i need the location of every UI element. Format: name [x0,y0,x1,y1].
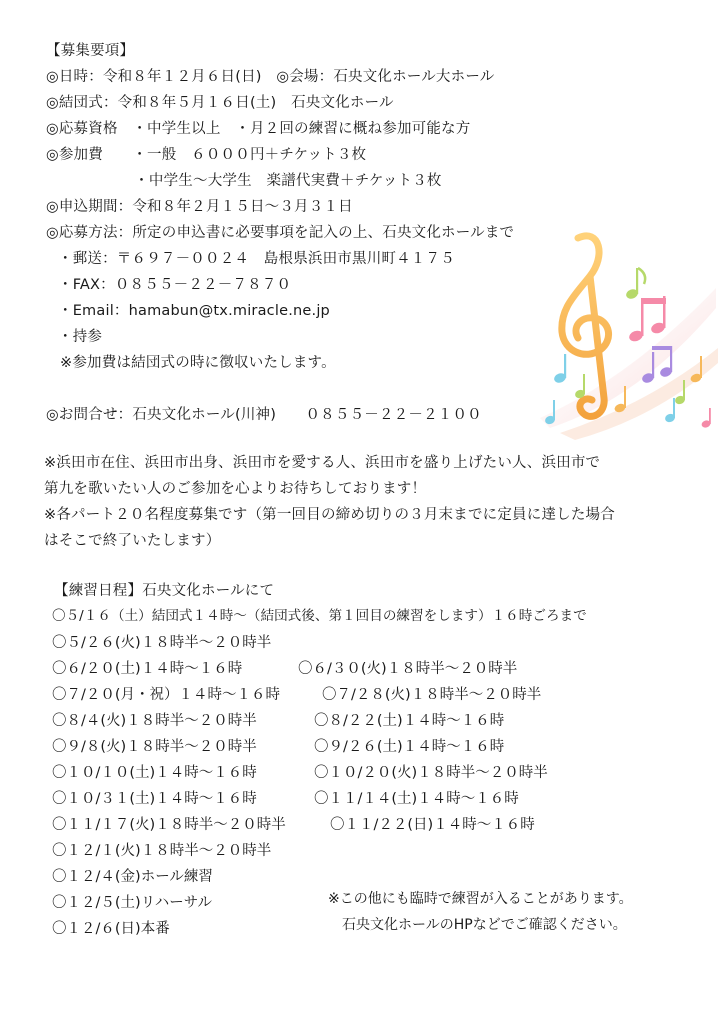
practice-row-8-right: 〇１１/１４(土)１４時～１６時 [314,791,519,807]
eligibility-line: ◎応募資格 ・中学生以上 ・月２回の練習に概ね参加可能な方 [46,121,471,137]
music-notes-illustration-icon [520,228,720,448]
practice-row-7-left: 〇１０/１０(土)１４時～１６時 [52,765,257,781]
practice-row-1: 〇５/１６（土）結団式１４時～（結団式後、第１回目の練習をします）１６時ごろまで [52,608,587,624]
application-period-line: ◎申込期間：令和８年２月１５日～３月３１日 [46,199,353,215]
date-venue-line: ◎日時：令和８年１２月６日(日) ◎会場：石央文化ホール大ホール [46,69,495,85]
bring-in-line: ・持参 [58,329,103,345]
practice-row-13: 〇１２/６(日)本番 [52,921,170,937]
practice-row-4-right: 〇７/２８(火)１８時半～２０時半 [322,687,542,703]
fee-note: ※参加費は結団式の時に徴収いたします。 [60,355,336,371]
practice-row-10: 〇１２/１(火)１８時半～２０時半 [52,843,272,859]
practice-note-2: 石央文化ホールのHPなどでご確認ください。 [342,917,627,933]
email-text: ・Email：hamabun@tx.miracle.ne.jp [58,303,330,319]
practice-row-4-left: 〇７/２０(月・祝）１４時～１６時 [52,687,281,703]
practice-row-5-left: 〇８/４(火)１８時半～２０時半 [52,713,257,729]
contact-line: ◎お問合せ：石央文化ホール(川神) ０８５５－２２－２１００ [46,407,482,423]
mail-address-line: ・郵送：〒６９７－００２４ 島根県浜田市黒川町４１７５ [58,251,455,267]
practice-row-3-left: 〇６/２０(土)１４時～１６時 [52,661,243,677]
fax-line: ・FAX：０８５５－２２－７８７０ [58,277,292,293]
practice-heading: 【練習日程】石央文化ホールにて [54,583,275,599]
practice-row-7-right: 〇１０/２０(火)１８時半～２０時半 [314,765,548,781]
notice-line-2: 第九を歌いたい人のご参加を心よりお待ちしております！ [44,481,427,497]
application-method-line: ◎応募方法：所定の申込書に必要事項を記入の上、石央文化ホールまで [46,225,515,241]
practice-note-1: ※この他にも臨時で練習が入ることがあります。 [328,891,633,907]
practice-row-6-left: 〇９/８(火)１８時半～２０時半 [52,739,257,755]
notice-line-1: ※浜田市在住、浜田市出身、浜田市を愛する人、浜田市を盛り上げたい人、浜田市で [44,455,601,471]
practice-row-3-right: 〇６/３０(火)１８時半～２０時半 [298,661,518,677]
practice-row-11: 〇１２/４(金)ホール練習 [52,869,213,885]
practice-row-6-right: 〇９/２６(土)１４時～１６時 [314,739,505,755]
fee-line-general: ◎参加費 ・一般 ６０００円＋チケット３枚 [46,147,367,163]
practice-row-8-left: 〇１０/３１(土)１４時～１６時 [52,791,257,807]
practice-row-9-left: 〇１１/１７(火)１８時半～２０時半 [52,817,286,833]
notice-line-4: はそこで終了いたします） [44,533,221,549]
practice-row-9-right: 〇１１/２２(日)１４時～１６時 [330,817,535,833]
practice-row-2: 〇５/２６(火)１８時半～２０時半 [52,635,272,651]
practice-row-5-right: 〇８/２２(土)１４時～１６時 [314,713,505,729]
notice-line-3: ※各パート２０名程度募集です（第一回目の締め切りの３月末までに定員に達した場合 [44,507,615,523]
fee-line-students: ・中学生～大学生 楽譜代実費＋チケット３枚 [46,173,442,189]
practice-row-12: 〇１２/５(土)リハーサル [52,895,213,911]
email-line [58,304,330,319]
ceremony-line: ◎結団式：令和８年５月１６日(土) 石央文化ホール [46,95,394,111]
recruitment-heading: 【募集要項】 [46,43,135,59]
